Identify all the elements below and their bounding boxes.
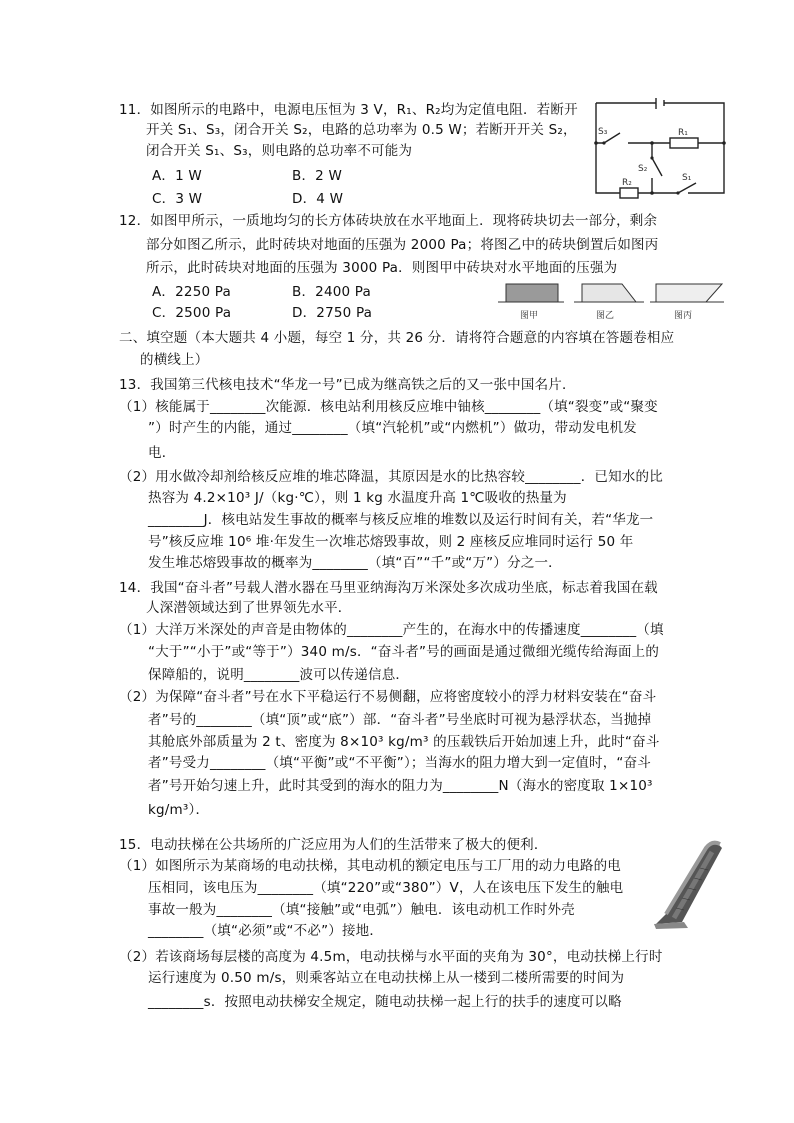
brick-figures bbox=[494, 280, 726, 325]
q13-stem: 13．我国第三代核电技术“华龙一号”已成为继高铁之后的又一张中国名片． bbox=[119, 377, 576, 393]
resistor-r2 bbox=[620, 188, 638, 198]
q13-part2-line-5: 发生堆芯熔毁事故的概率为________（填“百”“千”或“万”）分之一． bbox=[148, 555, 562, 571]
resistor-r1 bbox=[670, 138, 698, 148]
label-yi: 图乙 bbox=[596, 311, 615, 321]
q11-option-d: D．4 W bbox=[292, 191, 344, 207]
q12-option-b: B．2400 Pa bbox=[292, 284, 372, 300]
q11-line-2: 开关 S₁、S₃，闭合开关 S₂，电路的总功率为 0.5 W；若断开开关 S₂， bbox=[146, 122, 577, 138]
q12-line-2: 部分如图乙所示，此时砖块对地面的压强为 2000 Pa；将图乙中的砖块倒置后如图丙 bbox=[146, 237, 659, 253]
q15-part1-line-1: （1）如图所示为某商场的电动扶梯，其电动机的额定电压与工厂用的动力电路的电 bbox=[119, 858, 621, 874]
q12-line-1: 12．如图甲所示，一质地均匀的长方体砖块放在水平地面上．现将砖块切去一部分，剩余 bbox=[119, 213, 658, 229]
q11-option-a: A．1 W bbox=[152, 168, 202, 184]
label-r1: R₁ bbox=[678, 128, 688, 138]
q13-part2-line-4: 号”核反应堆 10⁶ 堆·年发生一次堆芯熔毁事故，则 2 座核反应堆同时运行 50 年 bbox=[148, 534, 634, 550]
q13-part2-line-1: （2）用水做冷却剂给核反应堆的堆芯降温，其原因是水的比热容较________．已知水的比 bbox=[119, 469, 663, 485]
q11-option-c: C．3 W bbox=[152, 191, 203, 207]
q14-part2-line-1: （2）为保障“奋斗者”号在水下平稳运行不易侧翻，应将密度较小的浮力材料安装在“奋斗 bbox=[119, 689, 657, 705]
q11-line-1: 11．如图所示的电路中，电源电压恒为 3 V，R₁、R₂均为定值电阻．若断开 bbox=[119, 102, 578, 118]
brick-bing bbox=[656, 284, 722, 302]
q15-part2-line-3: ________s．按照电动扶梯安全规定，随电动扶梯一起上行的扶手的速度可以略 bbox=[148, 994, 622, 1010]
q12-option-c: C．2500 Pa bbox=[152, 305, 232, 321]
q13-part1-line-1: （1）核能属于________次能源．核电站利用核反应堆中铀核________（填“裂变”或“聚变 bbox=[119, 399, 658, 415]
q11-line-3: 闭合开关 S₁、S₃，则电路的总功率不可能为 bbox=[146, 143, 413, 159]
q13-part1-line-3: 电． bbox=[148, 445, 176, 461]
section2-heading: 二、填空题（本大题共 4 小题，每空 1 分，共 26 分．请将符合题意的内容填在答题卷相应 bbox=[119, 330, 675, 346]
section2-heading-cont: 的横线上） bbox=[140, 352, 209, 368]
q11-option-b: B．2 W bbox=[292, 168, 342, 184]
label-s2: S₂ bbox=[638, 164, 648, 174]
q14-part1-line-3: 保障船的，说明________波可以传递信息． bbox=[148, 667, 410, 683]
q14-part2-line-6: kg/m³）． bbox=[148, 802, 210, 818]
q14-part2-line-3: 其舱底外部质量为 2 t、密度为 8×10³ kg/m³ 的压载铁后开始加速上升，此时“奋斗 bbox=[148, 734, 660, 750]
q14-part2-line-4: 者”号受力________（填“平衡”或“不平衡”）；当海水的阻力增大到一定值时，“奋斗 bbox=[148, 755, 652, 771]
q13-part2-line-2: 热容为 4.2×10³ J/（kg·℃），则 1 kg 水温度升高 1℃吸收的热量为 bbox=[148, 490, 567, 506]
q15-part2-line-2: 运行速度为 0.50 m/s，则乘客站立在电动扶梯上从一楼到二楼所需要的时间为 bbox=[148, 970, 625, 986]
label-bing: 图丙 bbox=[674, 311, 693, 321]
q14-stem-2: 人深潜领域达到了世界领先水平． bbox=[146, 600, 352, 616]
q12-option-a: A．2250 Pa bbox=[152, 284, 231, 300]
q15-stem: 15．电动扶梯在公共场所的广泛应用为人们的生活带来了极大的便利． bbox=[119, 837, 548, 853]
label-s3: S₃ bbox=[598, 127, 608, 137]
escalator-image bbox=[652, 838, 726, 930]
q14-part2-line-5: 者”号开始匀速上升，此时其受到的海水的阻力为________N（海水的密度取 1×10³ bbox=[148, 778, 653, 794]
brick-jia bbox=[506, 284, 558, 302]
q15-part1-line-3: 事故一般为________（填“接触”或“电弧”）触电．该电动机工作时外壳 bbox=[148, 902, 575, 918]
q14-part1-line-2: “大于”“小于”或“等于”）340 m/s．“奋斗者”号的画面是通过微细光缆传给海面上的 bbox=[148, 644, 660, 660]
q15-part1-line-4: ________（填“必须”或“不必”）接地． bbox=[148, 923, 384, 939]
q15-part2-line-1: （2）若该商场每层楼的高度为 4.5m，电动扶梯与水平面的夹角为 30°，电动扶梯上行时 bbox=[119, 949, 663, 965]
brick-yi bbox=[582, 284, 636, 302]
q12-line-3: 所示，此时砖块对地面的压强为 3000 Pa．则图甲中砖块对水平地面的压强为 bbox=[146, 260, 618, 276]
circuit-diagram bbox=[590, 98, 735, 200]
q14-stem-1: 14．我国“奋斗者”号载人潜水器在马里亚纳海沟万米深处多次成功坐底，标志着我国在载 bbox=[119, 580, 658, 596]
label-jia: 图甲 bbox=[520, 311, 539, 321]
q14-part1-line-1: （1）大洋万米深处的声音是由物体的________产生的，在海水中的传播速度________（填 bbox=[119, 622, 664, 638]
q14-part2-line-2: 者”号的________（填“顶”或“底”）部．“奋斗者”号坐底时可视为悬浮状态，当抛掉 bbox=[148, 712, 652, 728]
label-s1: S₁ bbox=[682, 173, 692, 183]
label-r2: R₂ bbox=[622, 178, 632, 188]
q13-part2-line-3: ________J．核电站发生事故的概率与核反应堆的堆数以及运行时间有关，若“华龙一 bbox=[148, 512, 654, 528]
q12-option-d: D．2750 Pa bbox=[292, 305, 373, 321]
q15-part1-line-2: 压相同，该电压为________（填“220”或“380”）V，人在该电压下发生的触电 bbox=[148, 880, 624, 896]
q13-part1-line-2: ”）时产生的内能，通过________（填“汽轮机”或“内燃机”）做功，带动发电机发 bbox=[148, 420, 637, 436]
